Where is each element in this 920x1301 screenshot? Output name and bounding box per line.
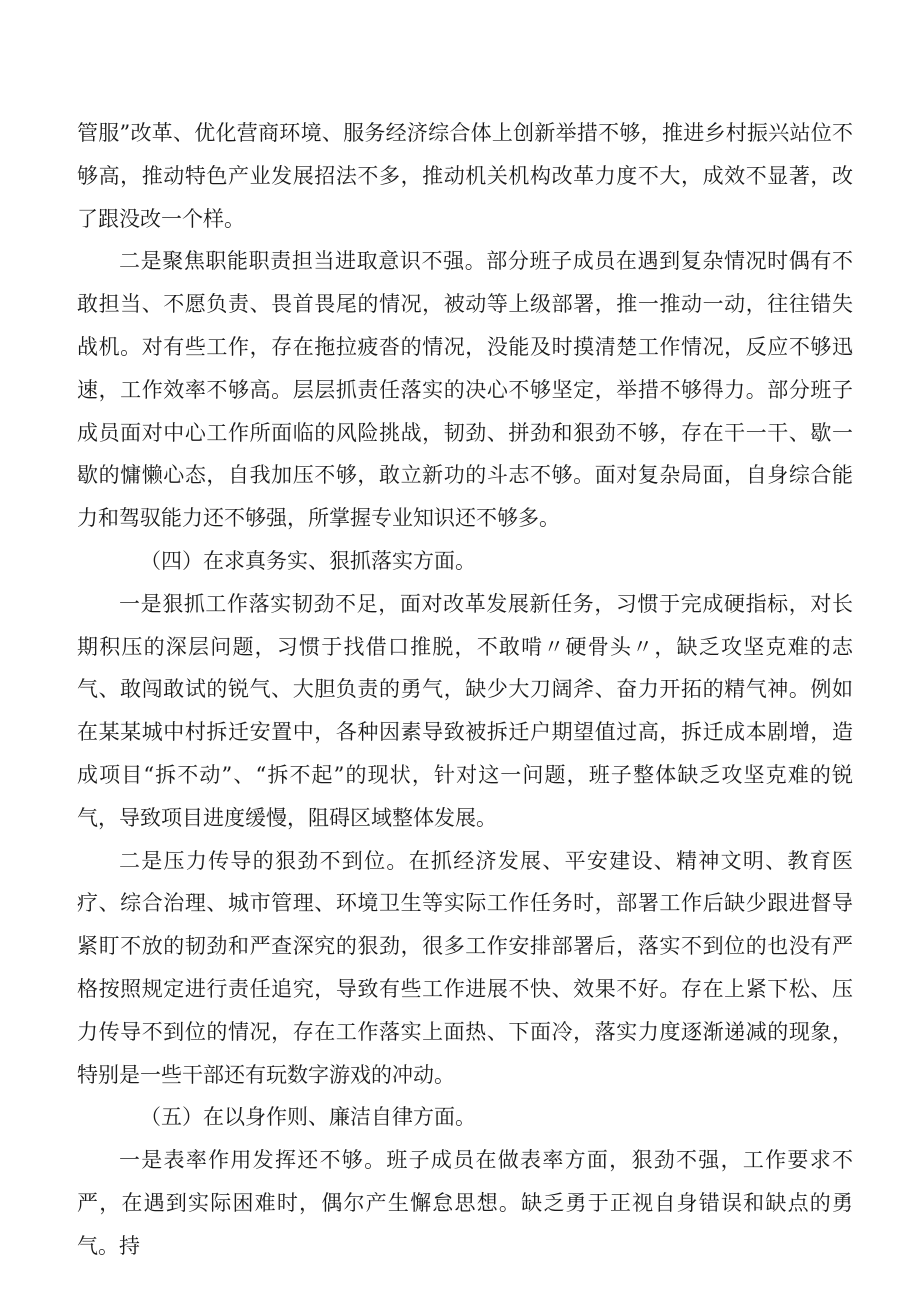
section-heading-four: （四）在求真务实、狠抓落实方面。 [140, 548, 476, 573]
paragraph-implementation: 一是狠抓工作落实韧劲不足，面对改革发展新任务，习惯于完成硬指标，对长期积压的深层问题，习惯于找借口推脱，不敢啃〃硬骨头〃，缺乏攻坚克难的志气、敢闯敢试的锐气、大胆负责的勇气，缺少大刀阔斧、奋力开拓的精气神。例如在某某城中村拆迁安置中，各种因素导致被拆迁户期望值过高，拆迁成本剧增，造成项目“拆不动”、“拆不起”的现状，针对这一问题，班子整体缺乏攻坚克难的锐气，导致项目进度缓慢，阻碍区域整体发展。 [77, 591, 853, 830]
document-body [77, 112, 853, 1268]
paragraph-role-model: 一是表率作用发挥还不够。班子成员在做表率方面，狠劲不强，工作要求不严，在遇到实际困难时，偶尔产生懈怠思想。缺乏勇于正视自身错误和缺点的勇气。持 [77, 1148, 853, 1258]
paragraph-responsibility: 二是聚焦职能职责担当进取意识不强。部分班子成员在遇到复杂情况时偶有不敢担当、不愿负责、畏首畏尾的情况，被动等上级部署，推一推动一动，往往错失战机。对有些工作，存在拖拉疲沓的情况，没能及时摸清楚工作情况，反应不够迅速，工作效率不够高。层层抓责任落实的决心不够坚定，举措不够得力。部分班子成员面对中心工作所面临的风险挑战，韧劲、拼劲和狠劲不够，存在干一干、歇一歇的慵懒心态，自我加压不够，敢立新功的斗志不够。面对复杂局面，自身综合能力和驾驭能力还不够强，所掌握专业知识还不够多。 [77, 249, 853, 531]
paragraph-pressure: 二是压力传导的狠劲不到位。在抓经济发展、平安建设、精神文明、教育医疗、综合治理、城市管理、环境卫生等实际工作任务时，部署工作后缺少跟进督导紧盯不放的韧劲和严查深究的狠劲，很多工作安排部署后，落实不到位的也没有严格按照规定进行责任追究，导致有些工作进展不快、效果不好。存在上紧下松、压力传导不到位的情况，存在工作落实上面热、下面冷，落实力度逐渐递减的现象，特别是一些干部还有玩数字游戏的冲动。 [77, 848, 853, 1087]
paragraph-reform-continuation: 管服”改革、优化营商环境、服务经济综合体上创新举措不够，推进乡村振兴站位不够高，推动特色产业发展招法不多，推动机关机构改革力度不大，成效不显著，改了跟没改一个样。 [77, 121, 853, 231]
section-heading-five: （五）在以身作则、廉洁自律方面。 [140, 1105, 476, 1130]
